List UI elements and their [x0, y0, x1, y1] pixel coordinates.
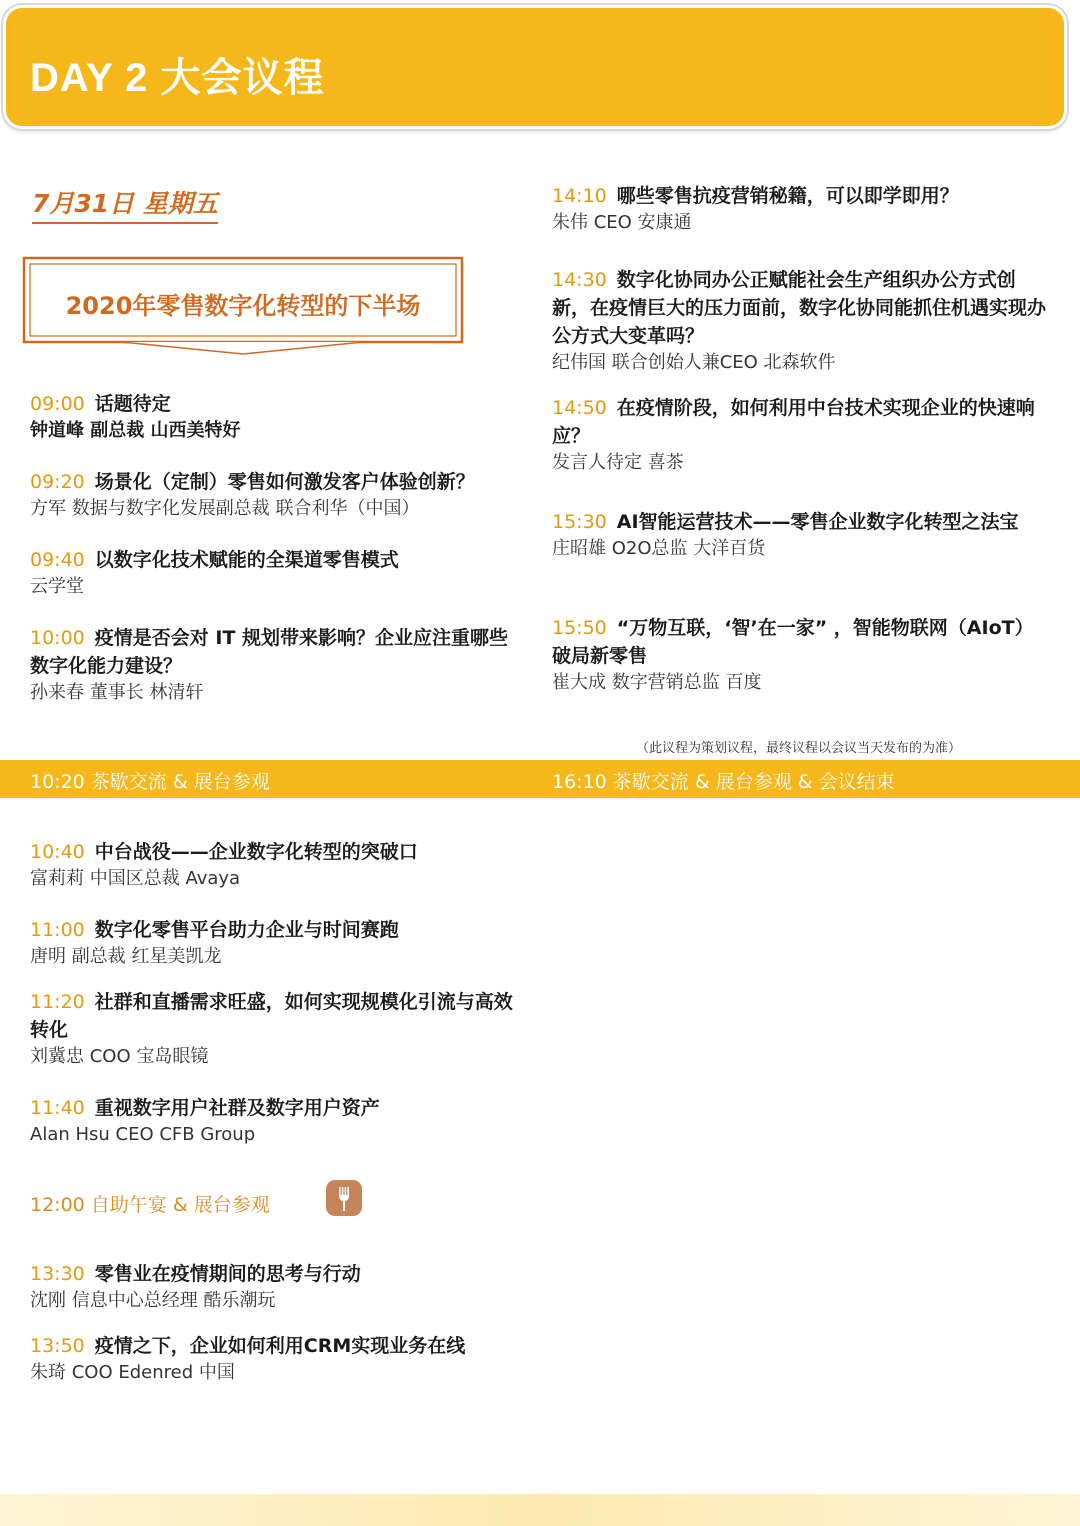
agenda-time: 14:10 — [552, 185, 607, 207]
agenda-title: 疫情是否会对 IT 规划带来影响？企业应注重哪些数字化能力建设？ — [30, 627, 509, 677]
agenda-time: 10:40 — [30, 841, 85, 863]
agenda-speaker: 发言人待定 喜茶 — [552, 452, 684, 473]
lunch-label: 12:00 自助午宴 & 展台参观 — [30, 1194, 270, 1216]
fork-icon — [326, 1180, 362, 1216]
agenda-title: 以数字化技术赋能的全渠道零售模式 — [94, 549, 399, 571]
agenda-item — [552, 614, 1047, 696]
agenda-title: 哪些零售抗疫营销秘籍，可以即学即用？ — [616, 185, 959, 207]
agenda-title: 在疫情阶段，如何利用中台技术实现企业的快速响应？ — [552, 397, 1035, 447]
agenda-speaker: 朱琦 COO Edenred 中国 — [30, 1362, 235, 1383]
agenda-time: 15:50 — [552, 617, 607, 639]
agenda-item — [552, 266, 1047, 376]
agenda-title: 社群和直播需求旺盛，如何实现规模化引流与高效转化 — [30, 991, 513, 1041]
session-banner — [22, 256, 464, 356]
break-bar — [0, 760, 1080, 798]
banner-title: 2020年零售数字化转型的下半场 — [65, 292, 421, 320]
agenda-item — [30, 390, 530, 444]
agenda-speaker: 孙来春 董事长 林清轩 — [30, 682, 204, 703]
agenda-time: 14:50 — [552, 397, 607, 419]
agenda-time: 11:20 — [30, 991, 85, 1013]
agenda-speaker: 云学堂 — [30, 576, 84, 597]
agenda-item — [30, 624, 520, 706]
agenda-time: 09:00 — [30, 393, 85, 415]
agenda-title: 疫情之下，企业如何利用CRM实现业务在线 — [94, 1335, 466, 1357]
agenda-title: 重视数字用户社群及数字用户资产 — [94, 1097, 380, 1119]
agenda-speaker: Alan Hsu CEO CFB Group — [30, 1124, 256, 1145]
agenda-title: 数字化协同办公正赋能社会生产组织办公方式创新，在疫情巨大的压力面前，数字化协同能抓住机遇实现办公方式大变革吗？ — [552, 269, 1047, 347]
break-left: 10:20 茶歇交流 & 展台参观 — [30, 771, 270, 793]
agenda-item — [30, 1332, 530, 1386]
agenda-time: 14:30 — [552, 269, 607, 291]
agenda-speaker: 沈刚 信息中心总经理 酷乐潮玩 — [30, 1290, 276, 1311]
break-right: 16:10 茶歇交流 & 展台参观 & 会议结束 — [552, 771, 895, 793]
agenda-item — [30, 546, 530, 600]
agenda-item — [552, 182, 1047, 236]
bottom-strip — [0, 1494, 1080, 1526]
agenda-speaker: 刘冀忠 COO 宝岛眼镜 — [30, 1046, 209, 1067]
header-banner — [6, 8, 1064, 126]
agenda-title: 话题待定 — [94, 393, 171, 415]
agenda-item — [30, 468, 530, 522]
agenda-time: 09:40 — [30, 549, 85, 571]
agenda-time: 13:50 — [30, 1335, 85, 1357]
agenda-time: 15:30 — [552, 511, 607, 533]
agenda-title: 数字化零售平台助力企业与时间赛跑 — [94, 919, 399, 941]
agenda-time: 10:00 — [30, 627, 85, 649]
agenda-item — [30, 1260, 530, 1314]
agenda-speaker: 富莉莉 中国区总裁 Avaya — [30, 868, 241, 889]
agenda-title: “万物互联，‘智’在一家” ，智能物联网（AIoT）破局新零售 — [552, 617, 1034, 667]
agenda-item — [552, 508, 1047, 562]
agenda-item — [30, 916, 530, 970]
agenda-speaker: 钟道峰 副总裁 山西美特好 — [30, 420, 241, 441]
agenda-speaker: 纪伟国 联合创始人兼CEO 北森软件 — [552, 352, 836, 373]
agenda-item — [30, 1094, 530, 1148]
agenda-speaker: 崔大成 数字营销总监 百度 — [552, 672, 762, 693]
agenda-note: （此议程为策划议程，最终议程以会议当天发布的为准） — [636, 741, 962, 756]
agenda-title: AI智能运营技术——零售企业数字化转型之法宝 — [616, 511, 1019, 533]
agenda-speaker: 朱伟 CEO 安康通 — [552, 212, 692, 233]
agenda-item — [30, 838, 530, 892]
agenda-time: 11:00 — [30, 919, 85, 941]
date-label: 7月31日 星期五 — [32, 184, 218, 224]
agenda-item — [552, 394, 1047, 476]
page-title: DAY 2 大会议程 — [30, 56, 325, 100]
agenda-title: 中台战役——企业数字化转型的突破口 — [94, 841, 418, 863]
agenda-title: 零售业在疫情期间的思考与行动 — [94, 1263, 361, 1285]
agenda-time: 09:20 — [30, 471, 85, 493]
agenda-speaker: 方军 数据与数字化发展副总裁 联合利华（中国） — [30, 498, 420, 519]
agenda-speaker: 庄昭雄 O2O总监 大洋百货 — [552, 538, 766, 559]
agenda-item — [30, 988, 520, 1070]
agenda-time: 11:40 — [30, 1097, 85, 1119]
agenda-title: 场景化（定制）零售如何激发客户体验创新？ — [94, 471, 475, 493]
agenda-time: 13:30 — [30, 1263, 85, 1285]
agenda-speaker: 唐明 副总裁 红星美凯龙 — [30, 946, 222, 967]
